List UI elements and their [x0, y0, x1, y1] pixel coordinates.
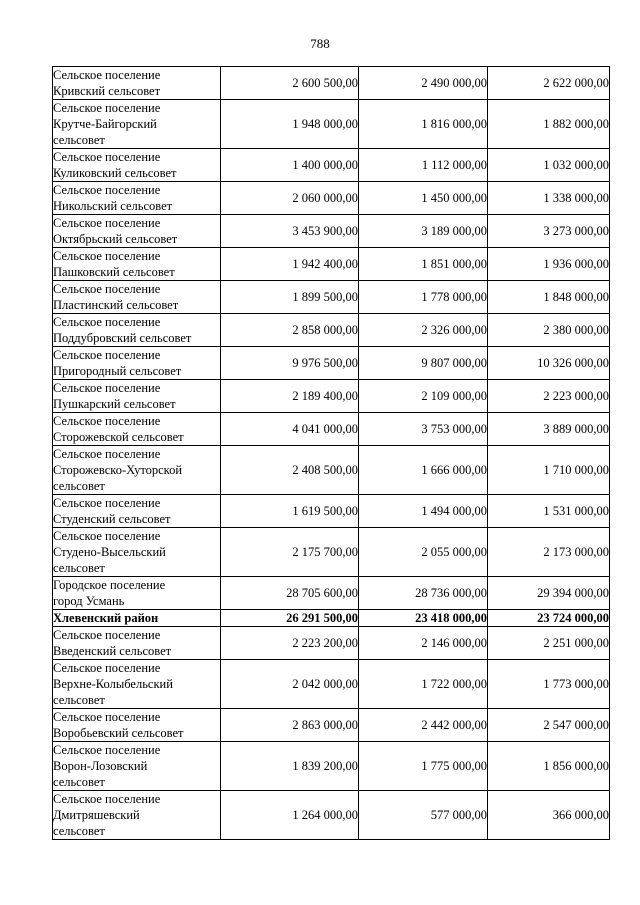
settlement-name-line: сельсовет [53, 775, 105, 789]
amount-cell-year-1: 3 453 900,00 [221, 215, 359, 248]
settlement-name-cell [53, 215, 221, 248]
settlement-name-cell [53, 791, 221, 840]
settlement-name-line: Верхне-Колыбельский [53, 677, 173, 691]
settlement-name-line: Сельское поселение [53, 101, 161, 115]
settlement-name-line: Сельское поселение [53, 496, 161, 510]
table-row [53, 100, 610, 149]
amount-cell-year-3: 2 173 000,00 [488, 528, 610, 577]
settlement-name-line: Ворон-Лозовский [53, 759, 148, 773]
settlement-name-line: Сельское поселение [53, 628, 161, 642]
amount-cell-year-2: 2 055 000,00 [359, 528, 488, 577]
amount-cell-year-3: 1 338 000,00 [488, 182, 610, 215]
amount-cell-year-2: 1 450 000,00 [359, 182, 488, 215]
settlement-name-cell [53, 495, 221, 528]
table-row [53, 709, 610, 742]
settlement-name-line: Сельское поселение [53, 414, 161, 428]
table-row [53, 413, 610, 446]
table-row [53, 791, 610, 840]
settlement-name-line: Воробьевский сельсовет [53, 726, 184, 740]
amount-cell-year-3: 1 773 000,00 [488, 660, 610, 709]
amount-cell-year-1: 1 619 500,00 [221, 495, 359, 528]
amount-cell-year-3: 1 848 000,00 [488, 281, 610, 314]
amount-cell-year-3: 1 710 000,00 [488, 446, 610, 495]
amount-cell-year-3: 1 856 000,00 [488, 742, 610, 791]
amount-cell-year-2: 1 112 000,00 [359, 149, 488, 182]
table-row [53, 380, 610, 413]
amount-cell-year-2: 1 666 000,00 [359, 446, 488, 495]
table-row [53, 446, 610, 495]
amount-cell-year-2: 28 736 000,00 [359, 577, 488, 610]
settlement-name-line: Сторожевской сельсовет [53, 430, 184, 444]
settlement-name-line: Никольский сельсовет [53, 199, 173, 213]
settlement-name-cell [53, 577, 221, 610]
amount-cell-year-2: 1 494 000,00 [359, 495, 488, 528]
settlement-name-cell [53, 742, 221, 791]
settlement-name-line: Куликовский сельсовет [53, 166, 177, 180]
table-row [53, 314, 610, 347]
table-row [53, 281, 610, 314]
settlement-name-cell [53, 248, 221, 281]
amount-cell-year-1: 1 899 500,00 [221, 281, 359, 314]
settlement-name-line: Студенский сельсовет [53, 512, 171, 526]
amount-cell-year-3: 1 936 000,00 [488, 248, 610, 281]
amount-cell-year-2: 2 146 000,00 [359, 627, 488, 660]
table-row [53, 742, 610, 791]
settlement-name-line: Дмитряшевский [53, 808, 140, 822]
amount-cell-year-3: 1 882 000,00 [488, 100, 610, 149]
settlement-name-line: Сельское поселение [53, 348, 161, 362]
amount-cell-year-1: 2 408 500,00 [221, 446, 359, 495]
table-row [53, 149, 610, 182]
settlement-name-cell [53, 380, 221, 413]
amount-cell-year-1: 2 863 000,00 [221, 709, 359, 742]
settlement-name-cell [53, 528, 221, 577]
settlement-name-line: Поддубровский сельсовет [53, 331, 192, 345]
settlement-name-line: Сельское поселение [53, 216, 161, 230]
settlement-name-cell [53, 149, 221, 182]
amount-cell-year-1: 1 264 000,00 [221, 791, 359, 840]
settlement-name-line: Сторожевско-Хуторской [53, 463, 183, 477]
amount-cell-year-1: 2 223 200,00 [221, 627, 359, 660]
settlement-name-line: Октябрьский сельсовет [53, 232, 178, 246]
amount-cell-year-2: 1 778 000,00 [359, 281, 488, 314]
amount-cell-year-2: 3 189 000,00 [359, 215, 488, 248]
amount-cell-year-1: 2 189 400,00 [221, 380, 359, 413]
settlement-name-cell [53, 413, 221, 446]
amount-cell-year-2: 9 807 000,00 [359, 347, 488, 380]
settlement-name-line: Сельское поселение [53, 792, 161, 806]
settlement-name-line: Введенский сельсовет [53, 644, 172, 658]
amount-cell-year-2: 577 000,00 [359, 791, 488, 840]
amount-cell-year-1: 2 175 700,00 [221, 528, 359, 577]
settlement-name-line: Сельское поселение [53, 282, 161, 296]
amount-cell-year-3: 3 273 000,00 [488, 215, 610, 248]
settlement-name-line: сельсовет [53, 693, 105, 707]
amount-cell-year-1: 2 858 000,00 [221, 314, 359, 347]
table-row [53, 577, 610, 610]
amount-cell-year-3: 2 380 000,00 [488, 314, 610, 347]
settlement-name-cell [53, 627, 221, 660]
amount-cell-year-3: 2 251 000,00 [488, 627, 610, 660]
settlement-name-cell [53, 67, 221, 100]
settlement-name-cell [53, 281, 221, 314]
amount-cell-year-3: 29 394 000,00 [488, 577, 610, 610]
settlement-name-line: Сельское поселение [53, 68, 161, 82]
settlement-name-cell [53, 446, 221, 495]
budget-table [52, 66, 610, 840]
settlement-name-line: сельсовет [53, 133, 105, 147]
table-row [53, 67, 610, 100]
settlement-name-line: Пушкарский сельсовет [53, 397, 176, 411]
amount-cell-year-2: 2 109 000,00 [359, 380, 488, 413]
table-row [53, 660, 610, 709]
amount-cell-year-3: 10 326 000,00 [488, 347, 610, 380]
amount-cell-year-1: 9 976 500,00 [221, 347, 359, 380]
settlement-name-line: Сельское поселение [53, 381, 161, 395]
settlement-name-cell [53, 610, 221, 627]
table-row [53, 182, 610, 215]
settlement-name-line: Пригородный сельсовет [53, 364, 182, 378]
budget-table-body [53, 67, 610, 840]
settlement-name-line: сельсовет [53, 561, 105, 575]
table-row [53, 215, 610, 248]
settlement-name-line: Пластинский сельсовет [53, 298, 179, 312]
settlement-name-line: Крутче-Байгорский [53, 117, 157, 131]
amount-cell-year-3: 1 032 000,00 [488, 149, 610, 182]
amount-cell-year-3: 366 000,00 [488, 791, 610, 840]
table-row [53, 610, 610, 627]
amount-cell-year-1: 1 948 000,00 [221, 100, 359, 149]
amount-cell-year-1: 26 291 500,00 [221, 610, 359, 627]
amount-cell-year-2: 2 490 000,00 [359, 67, 488, 100]
amount-cell-year-1: 1 400 000,00 [221, 149, 359, 182]
amount-cell-year-2: 2 442 000,00 [359, 709, 488, 742]
settlement-name-line: Сельское поселение [53, 710, 161, 724]
settlement-name-line: Городское поселение [53, 578, 166, 592]
amount-cell-year-3: 23 724 000,00 [488, 610, 610, 627]
settlement-name-cell [53, 182, 221, 215]
settlement-name-line: Сельское поселение [53, 249, 161, 263]
amount-cell-year-1: 2 042 000,00 [221, 660, 359, 709]
amount-cell-year-2: 1 775 000,00 [359, 742, 488, 791]
amount-cell-year-3: 1 531 000,00 [488, 495, 610, 528]
amount-cell-year-3: 2 223 000,00 [488, 380, 610, 413]
settlement-name-line: Сельское поселение [53, 150, 161, 164]
settlement-name-line: Сельское поселение [53, 743, 161, 757]
page-number: 788 [310, 36, 330, 51]
amount-cell-year-2: 3 753 000,00 [359, 413, 488, 446]
amount-cell-year-3: 3 889 000,00 [488, 413, 610, 446]
amount-cell-year-2: 2 326 000,00 [359, 314, 488, 347]
settlement-name-line: Пашковский сельсовет [53, 265, 175, 279]
settlement-name-line: Хлевенский район [53, 611, 159, 625]
amount-cell-year-1: 2 600 500,00 [221, 67, 359, 100]
table-row [53, 627, 610, 660]
settlement-name-cell [53, 314, 221, 347]
amount-cell-year-2: 1 816 000,00 [359, 100, 488, 149]
settlement-name-cell [53, 100, 221, 149]
settlement-name-line: город Усмань [53, 594, 125, 608]
settlement-name-line: Сельское поселение [53, 315, 161, 329]
amount-cell-year-1: 1 839 200,00 [221, 742, 359, 791]
settlement-name-cell [53, 347, 221, 380]
settlement-name-line: Сельское поселение [53, 661, 161, 675]
settlement-name-line: Сельское поселение [53, 183, 161, 197]
settlement-name-line: Сельское поселение [53, 447, 161, 461]
amount-cell-year-2: 23 418 000,00 [359, 610, 488, 627]
amount-cell-year-1: 4 041 000,00 [221, 413, 359, 446]
amount-cell-year-3: 2 547 000,00 [488, 709, 610, 742]
settlement-name-cell [53, 660, 221, 709]
settlement-name-cell [53, 709, 221, 742]
settlement-name-line: Студено-Высельский [53, 545, 166, 559]
table-row [53, 495, 610, 528]
settlement-name-line: Сельское поселение [53, 529, 161, 543]
settlement-name-line: сельсовет [53, 824, 105, 838]
settlement-name-line: Кривский сельсовет [53, 84, 161, 98]
table-row [53, 248, 610, 281]
table-row [53, 528, 610, 577]
amount-cell-year-1: 1 942 400,00 [221, 248, 359, 281]
amount-cell-year-1: 28 705 600,00 [221, 577, 359, 610]
amount-cell-year-2: 1 722 000,00 [359, 660, 488, 709]
amount-cell-year-3: 2 622 000,00 [488, 67, 610, 100]
amount-cell-year-2: 1 851 000,00 [359, 248, 488, 281]
amount-cell-year-1: 2 060 000,00 [221, 182, 359, 215]
settlement-name-line: сельсовет [53, 479, 105, 493]
table-row [53, 347, 610, 380]
